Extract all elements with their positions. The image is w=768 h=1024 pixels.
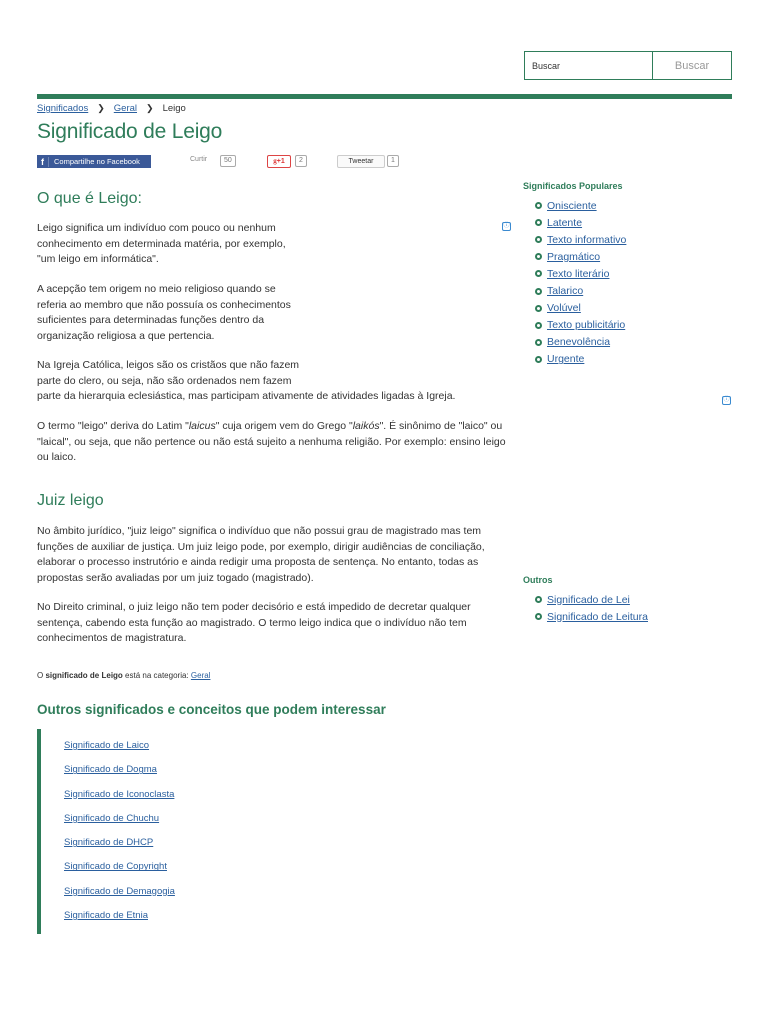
bullet-icon	[535, 305, 542, 312]
text-line: No âmbito jurídico, "juiz leigo" significa o indivíduo que não possui grau de magistrado mas tem	[37, 525, 482, 537]
text-line: "um leigo em informática".	[37, 253, 159, 265]
sidebar-link[interactable]: Latente	[547, 216, 583, 229]
breadcrumb	[37, 103, 186, 114]
list-item	[535, 608, 648, 625]
list-item	[64, 813, 175, 837]
sidebar-link[interactable]: Texto informativo	[547, 233, 627, 246]
text-line: A acepção tem origem no meio religioso quando se	[37, 283, 276, 295]
related-link[interactable]: Significado de Chuchu	[64, 812, 160, 824]
like-button[interactable]: Curtir	[190, 156, 208, 163]
breadcrumb-current: Leigo	[162, 103, 186, 114]
sidebar-link[interactable]: Significado de Leitura	[547, 610, 648, 623]
related-heading: Outros significados e conceitos que podem interessar	[37, 702, 386, 717]
text-fragment: está na categoria:	[125, 671, 189, 680]
text-line: parte da hierarquia eclesiástica, mas participam ativamente de atividades ligadas à Igreja.	[37, 390, 456, 402]
sidebar-link[interactable]: Volúvel	[547, 302, 581, 315]
tweet-label: Tweetar	[348, 158, 374, 165]
bullet-icon	[535, 270, 542, 277]
sidebar-link[interactable]: Texto literário	[547, 267, 610, 280]
sidebar-link[interactable]: Onisciente	[547, 199, 597, 212]
list-item	[535, 282, 626, 299]
list-item	[64, 910, 175, 934]
chevron-right-icon: ❯	[97, 103, 105, 113]
sidebar-link[interactable]: Urgente	[547, 353, 585, 366]
list-item	[535, 351, 626, 368]
bullet-icon	[535, 288, 542, 295]
paragraph-catholic	[37, 358, 455, 405]
sidebar-outros-heading: Outros	[523, 575, 553, 585]
section-heading-o-que-e: O que é Leigo:	[37, 190, 142, 207]
text-line: organização religiosa a que pertencia.	[37, 329, 215, 342]
list-item	[535, 265, 626, 282]
text-line: propostas serão avaliadas por um juiz togado (magistrado).	[37, 571, 314, 584]
text-line: elaborar o processo instrutório e ainda redigir uma proposta de sentença. No entanto, todas as	[37, 556, 479, 568]
text-fragment: O	[37, 671, 44, 680]
list-item	[64, 789, 175, 813]
related-link[interactable]: Significado de Demagogia	[64, 885, 175, 897]
share-bar	[37, 154, 457, 170]
search-input[interactable]	[525, 52, 653, 79]
list-item	[535, 214, 626, 231]
text-line: sentença, cabendo esta função ao magistrado. O termo leigo indica que o indivíduo não tem	[37, 616, 467, 629]
bullet-icon	[535, 236, 542, 243]
text-fragment: " cuja origem vem do Grego "	[215, 420, 353, 432]
sidebar-popular-heading: Significados Populares	[523, 181, 623, 191]
sidebar-link[interactable]: Benevolência	[547, 336, 611, 349]
text-fragment: O termo "leigo" deriva do Latim "	[37, 420, 189, 432]
text-line	[37, 419, 506, 435]
text-line: referia ao membro que não possuía os conhecimentos	[37, 298, 291, 311]
bullet-icon	[535, 219, 542, 226]
bullet-icon	[535, 613, 542, 620]
list-item	[64, 740, 175, 764]
paragraph-origin	[37, 282, 291, 344]
facebook-share-label: Compartilhe no Facebook	[54, 157, 140, 166]
facebook-icon: f	[37, 157, 49, 167]
paragraph-etymology	[37, 419, 506, 466]
tweet-button[interactable]	[337, 155, 385, 168]
sidebar-link[interactable]: Significado de Lei	[547, 593, 630, 606]
list-item	[64, 764, 175, 788]
gplus-label: +1	[276, 158, 285, 165]
list-item	[535, 317, 626, 334]
text-line: Leigo significa um indivíduo com pouco ou nenhum	[37, 222, 276, 234]
related-link[interactable]: Significado de Iconoclasta	[64, 788, 175, 800]
text-line: conhecimento em determinada matéria, por exemplo,	[37, 237, 286, 250]
bullet-icon	[535, 202, 542, 209]
bullet-icon	[535, 356, 542, 363]
google-plus-button[interactable]	[267, 155, 291, 168]
ad-info-icon[interactable]: ⓘ	[723, 397, 730, 403]
sidebar-outros-list	[535, 591, 648, 625]
text-fragment: ". É sinônimo de "laico" ou	[379, 420, 503, 432]
greek-term: laikós	[352, 420, 380, 432]
related-link[interactable]: Significado de Copyright	[64, 861, 167, 873]
related-accent-bar	[37, 729, 41, 934]
gplus-count: 2	[295, 155, 307, 167]
list-item	[535, 334, 626, 351]
text-line: Na Igreja Católica, leigos são os cristãos que não fazem	[37, 359, 300, 371]
text-line: No Direito criminal, o juiz leigo não tem poder decisório e está impedido de decretar qualquer	[37, 601, 471, 613]
google-plus-icon: g	[273, 157, 277, 165]
list-item	[64, 886, 175, 910]
section-heading-juiz-leigo: Juiz leigo	[37, 492, 104, 509]
bullet-icon	[535, 339, 542, 346]
list-item	[535, 248, 626, 265]
list-item	[64, 861, 175, 885]
text-line: conhecimentos de magistratura.	[37, 632, 187, 644]
paragraph-definition	[37, 221, 286, 268]
related-link[interactable]: Significado de Laico	[64, 740, 150, 751]
breadcrumb-link-significados[interactable]: Significados	[37, 103, 89, 114]
related-link[interactable]: Significado de DHCP	[64, 837, 154, 849]
list-item	[535, 300, 626, 317]
list-item	[64, 837, 175, 861]
tweet-count: 1	[387, 155, 399, 167]
breadcrumb-link-geral[interactable]: Geral	[113, 103, 138, 114]
related-link[interactable]: Significado de Etnia	[64, 910, 148, 922]
category-line	[37, 671, 210, 680]
paragraph-juiz-leigo	[37, 524, 485, 586]
sidebar-link[interactable]: Texto publicitário	[547, 319, 626, 332]
page-title: Significado de Leigo	[37, 120, 223, 143]
text-line: parte do clero, ou seja, não são ordenados nem fazem	[37, 374, 292, 387]
list-item	[535, 197, 626, 214]
sidebar-link[interactable]: Pragmático	[547, 250, 601, 263]
like-count: 50	[220, 155, 236, 167]
search-form	[524, 51, 732, 80]
text-line: "laical", ou seja, que não pertence ou não está sujeito a nenhuma religião. Por exemplo: ensino leigo	[37, 435, 506, 448]
chevron-right-icon: ❯	[146, 103, 154, 113]
search-button[interactable]: Buscar	[653, 52, 731, 79]
list-item	[535, 231, 626, 248]
sidebar-link[interactable]: Talarico	[547, 285, 584, 298]
text-line: ou laico.	[37, 451, 77, 463]
text-line: funções de auxiliar de justiça. Um juiz leigo pode, por exemplo, dirigir audiências de conciliação,	[37, 540, 485, 553]
category-link-geral[interactable]: Geral	[190, 671, 211, 680]
list-item	[535, 591, 648, 608]
category-term: significado de Leigo	[45, 671, 123, 680]
bullet-icon	[535, 596, 542, 603]
related-list	[64, 740, 175, 934]
related-link[interactable]: Significado de Dogma	[64, 764, 157, 776]
latin-term: laicus	[188, 420, 216, 432]
bullet-icon	[535, 253, 542, 260]
bullet-icon	[535, 322, 542, 329]
text-line: suficientes para determinadas funções dentro da	[37, 314, 265, 326]
sidebar-popular-list	[535, 197, 626, 368]
facebook-share-button[interactable]	[37, 155, 151, 168]
paragraph-direito-criminal	[37, 600, 471, 647]
header-divider	[37, 94, 732, 99]
ad-info-icon[interactable]: ⓘ	[503, 223, 510, 229]
